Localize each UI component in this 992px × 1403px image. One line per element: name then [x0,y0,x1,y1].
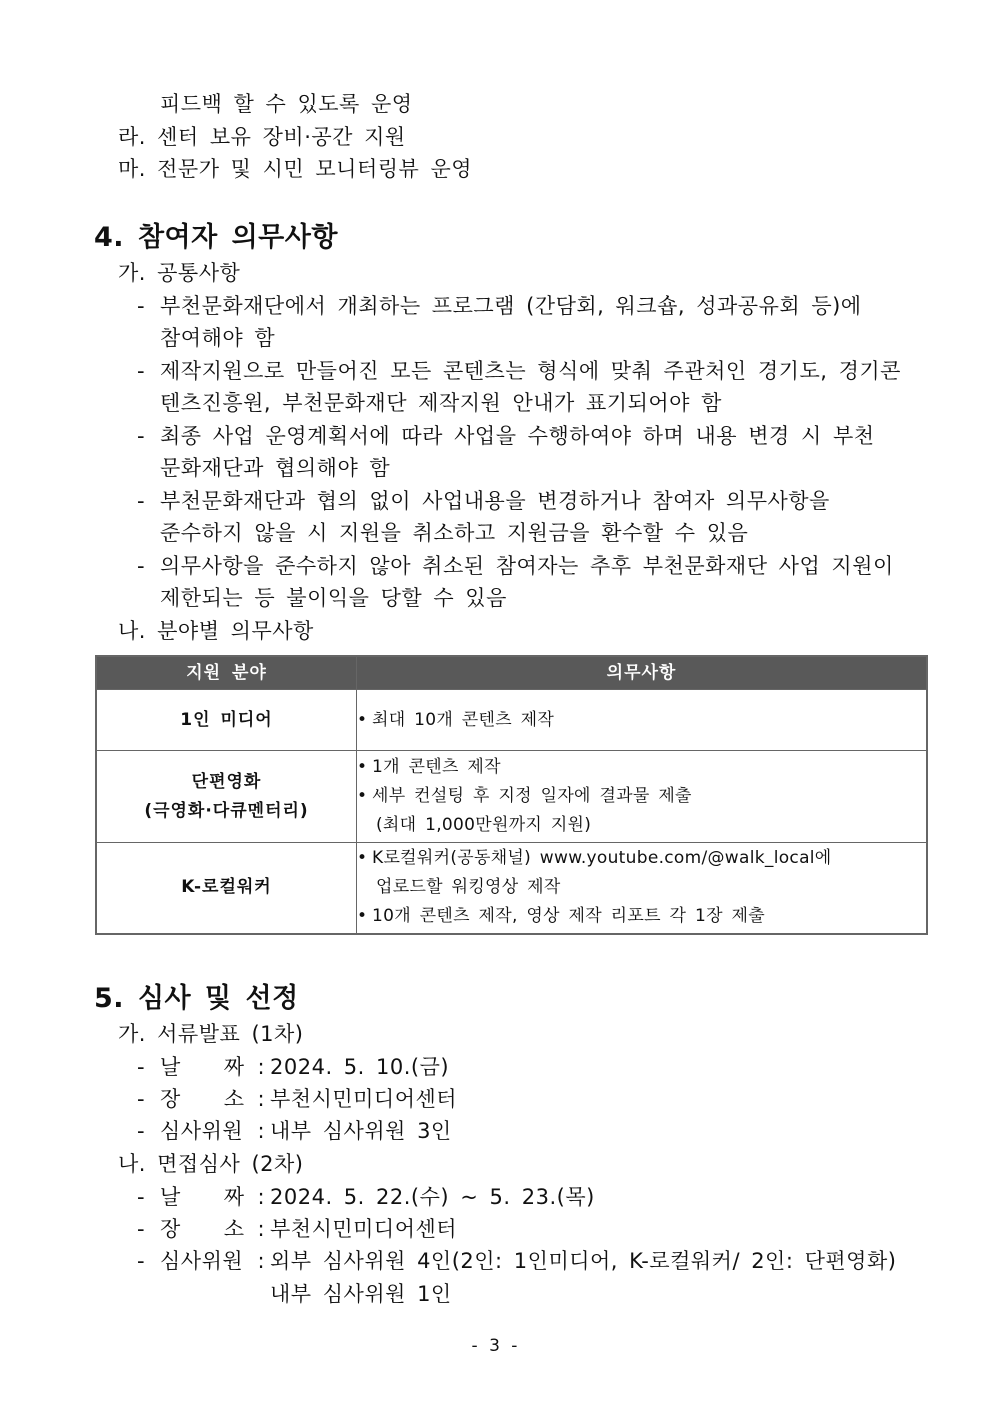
dash-bullet: - [137,1217,145,1241]
common-item-line: 참여해야 함 [160,326,276,350]
bullet-icon: • [357,848,368,869]
dash-bullet: - [137,489,145,513]
table-row [96,751,927,843]
colon-separator: : [257,1055,265,1079]
duty-line [357,844,926,873]
duty-line [357,811,926,840]
colon-separator: : [257,1217,265,1241]
dash-bullet: - [137,1055,145,1079]
common-item-line: 부천문화재단과 협의 없이 사업내용을 변경하거나 참여자 의무사항을 [160,489,830,513]
detail-key: 심사위원 [160,1249,244,1273]
duty-line [357,873,926,902]
common-item-line: 부천문화재단에서 개최하는 프로그램 (간담회, 워크숍, 성과공유회 등)에 [160,294,862,318]
duty-text: (최대 1,000만원까지 지원) [376,815,592,835]
common-item-line: 제작지원으로 만들어진 모든 콘텐츠는 형식에 맞춰 주관처인 경기도, 경기콘 [160,359,901,383]
duty-text: K로컬워커(공동채널) www.youtube.com/@walk_local에 [372,848,832,869]
review-detail-row [137,1116,452,1146]
table-header-row [96,656,927,690]
dash-bullet: - [137,424,145,448]
common-item-line: 의무사항을 준수하지 않아 취소된 참여자는 추후 부천문화재단 사업 지원이 [160,554,894,578]
page-number: - 3 - [471,1336,521,1356]
common-item-line: 텐츠진흥원, 부천문화재단 제작지원 안내가 표기되어야 함 [160,391,722,415]
feedback-continued-line: 피드백 할 수 있도록 운영 [160,92,413,116]
duty-line [357,753,926,782]
common-item-line: 제한되는 등 불이익을 당할 수 있음 [160,586,507,610]
stage-2-label: 나. 면접심사 (2차) [118,1152,304,1176]
duties-table [95,655,928,935]
duty-line [357,902,926,931]
stage-2-extra-line: 내부 심사위원 1인 [270,1282,452,1306]
colon-separator: : [257,1087,265,1111]
bullet-icon: • [357,709,368,730]
section-4-heading: 4. 참여자 의무사항 [94,222,338,253]
detail-value: 부천시민미디어센터 [270,1217,458,1241]
duties-cell [357,690,928,751]
dash-bullet: - [137,359,145,383]
detail-value: 2024. 5. 10.(금) [270,1055,450,1079]
colon-separator: : [257,1249,265,1273]
common-items-label: 가. 공통사항 [118,261,241,285]
detail-value: 외부 심사위원 4인(2인: 1인미디어, K-로컬워커/ 2인: 단편영화) [270,1249,897,1273]
duties-cell [357,843,928,934]
field-name: 1인 미디어 [180,709,273,730]
review-detail-row [137,1246,896,1276]
duty-line [357,706,926,735]
field-duties-label: 나. 분야별 의무사항 [118,619,314,643]
dash-bullet: - [137,1249,145,1273]
review-detail-row [137,1084,457,1114]
stage-1-label: 가. 서류발표 (1차) [118,1022,304,1046]
section-5-heading: 5. 심사 및 선정 [94,983,299,1014]
bullet-icon: • [357,757,368,777]
duty-text: 최대 10개 콘텐츠 제작 [372,709,555,730]
field-name: (극영화·다큐멘터리) [144,800,309,821]
detail-key: 날 짜 [160,1055,245,1079]
header-field: 지원 분야 [96,656,357,690]
item-ma: 마. 전문가 및 시민 모니터링뷰 운영 [118,157,473,181]
detail-value: 부천시민미디어센터 [270,1087,458,1111]
duty-text: 10개 콘텐츠 제작, 영상 제작 리포트 각 1장 제출 [372,906,765,927]
header-duties: 의무사항 [357,656,928,690]
review-detail-row [137,1182,595,1212]
bullet-icon: • [357,906,368,927]
table-row [96,843,927,934]
colon-separator: : [257,1185,265,1209]
duties-cell [357,751,928,843]
dash-bullet: - [137,554,145,578]
field-name: 단편영화 [191,771,262,792]
common-item-line: 최종 사업 운영계획서에 따라 사업을 수행하여야 하며 내용 변경 시 부천 [160,424,875,448]
review-detail-row [137,1052,449,1082]
detail-key: 날 짜 [160,1185,245,1209]
detail-value: 2024. 5. 22.(수) ~ 5. 23.(목) [270,1185,595,1209]
item-ra: 라. 센터 보유 장비·공간 지원 [118,125,406,149]
dash-bullet: - [137,1185,145,1209]
field-cell [96,751,357,843]
detail-value: 내부 심사위원 3인 [270,1119,452,1143]
field-cell [96,843,357,934]
bullet-icon: • [357,786,368,806]
dash-bullet: - [137,1119,145,1143]
detail-key: 장 소 [160,1217,245,1241]
detail-key: 심사위원 [160,1119,244,1143]
table-row [96,690,927,751]
field-name: K-로컬워커 [181,877,272,898]
dash-bullet: - [137,1087,145,1111]
dash-bullet: - [137,294,145,318]
detail-key: 장 소 [160,1087,245,1111]
duty-text: 1개 콘텐츠 제작 [372,757,501,777]
duty-line [357,782,926,811]
colon-separator: : [257,1119,265,1143]
field-cell [96,690,357,751]
common-item-line: 준수하지 않을 시 지원을 취소하고 지원금을 환수할 수 있음 [160,521,749,545]
duty-text: 세부 컨설팅 후 지정 일자에 결과물 제출 [372,786,692,806]
review-detail-row [137,1214,457,1244]
common-item-line: 문화재단과 협의해야 함 [160,456,391,480]
duty-text: 업로드할 워킹영상 제작 [376,877,561,898]
